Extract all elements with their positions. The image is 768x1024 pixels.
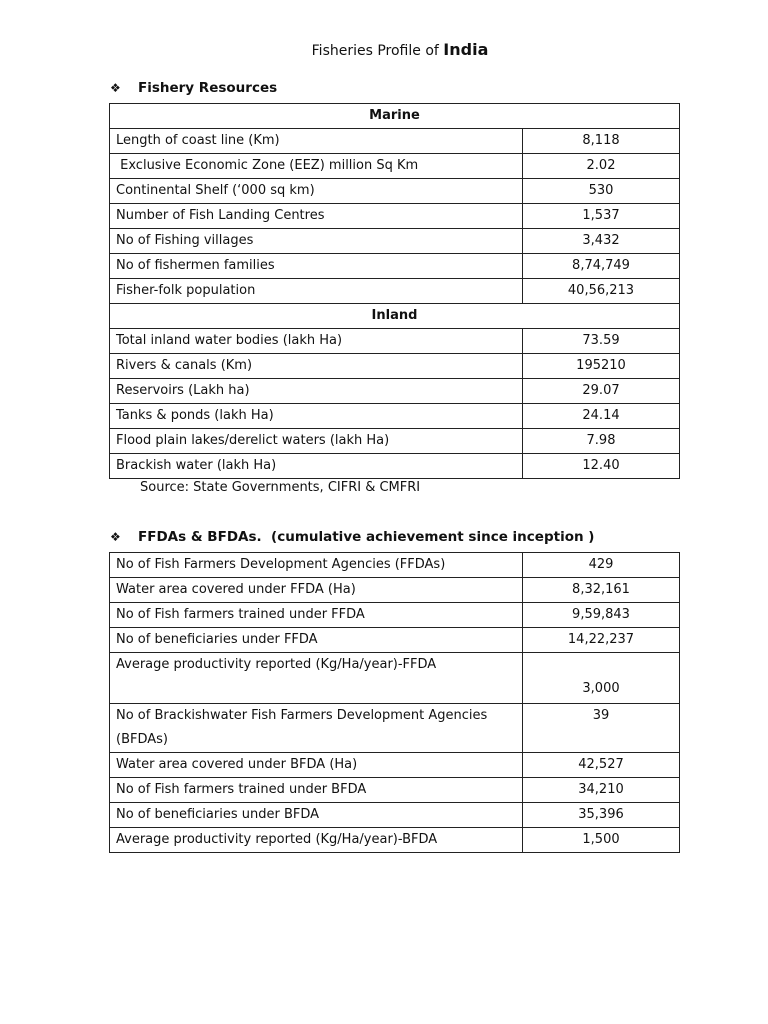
row-label: Tanks & ponds (lakh Ha)	[110, 404, 523, 429]
row-value: 35,396	[523, 803, 680, 828]
table-row	[110, 204, 680, 229]
table-row	[110, 753, 680, 778]
table-row	[110, 179, 680, 204]
row-label: Rivers & canals (Km)	[110, 354, 523, 379]
table-row	[110, 254, 680, 279]
row-value: 3,432	[523, 229, 680, 254]
row-value: 195210	[523, 354, 680, 379]
row-value: 3,000	[523, 653, 680, 704]
marine-group-row	[110, 104, 680, 129]
table-row	[110, 704, 680, 753]
row-label: No of Fishing villages	[110, 229, 523, 254]
row-value: 2.02	[523, 154, 680, 179]
table-row	[110, 828, 680, 853]
table-row	[110, 778, 680, 803]
row-label: Average productivity reported (Kg/Ha/year)-FFDA	[110, 653, 523, 704]
fishery-resources-table	[109, 103, 680, 479]
row-value: 8,118	[523, 129, 680, 154]
row-value: 34,210	[523, 778, 680, 803]
row-value: 29.07	[523, 379, 680, 404]
row-value: 429	[523, 553, 680, 578]
row-value: 39	[523, 704, 680, 753]
ffda-bfda-heading	[110, 529, 594, 545]
diamond-bullet-icon: ❖	[110, 530, 121, 544]
row-value: 1,537	[523, 204, 680, 229]
row-value: 73.59	[523, 329, 680, 354]
marine-group-label: Marine	[110, 104, 680, 129]
row-value: 8,32,161	[523, 578, 680, 603]
table-row	[110, 653, 680, 704]
row-value: 40,56,213	[523, 279, 680, 304]
table-row	[110, 454, 680, 479]
fishery-resources-heading-text: Fishery Resources	[138, 80, 278, 96]
table-row	[110, 129, 680, 154]
row-label: Continental Shelf (‘000 sq km)	[110, 179, 523, 204]
table-row	[110, 229, 680, 254]
row-value: 14,22,237	[523, 628, 680, 653]
row-value: 530	[523, 179, 680, 204]
inland-group-label: Inland	[110, 304, 680, 329]
row-value: 1,500	[523, 828, 680, 853]
row-label: Total inland water bodies (lakh Ha)	[110, 329, 523, 354]
row-value: 9,59,843	[523, 603, 680, 628]
row-label: Length of coast line (Km)	[110, 129, 523, 154]
table-row	[110, 628, 680, 653]
row-value: 24.14	[523, 404, 680, 429]
row-label: Fisher-folk population	[110, 279, 523, 304]
diamond-bullet-icon: ❖	[110, 81, 121, 95]
table-row	[110, 803, 680, 828]
table-row	[110, 279, 680, 304]
row-value: 7.98	[523, 429, 680, 454]
row-value: 42,527	[523, 753, 680, 778]
row-label: Water area covered under BFDA (Ha)	[110, 753, 523, 778]
table-row	[110, 429, 680, 454]
ffda-bfda-table	[109, 552, 680, 853]
row-label: Average productivity reported (Kg/Ha/year)-BFDA	[110, 828, 523, 853]
row-value: 8,74,749	[523, 254, 680, 279]
row-label: No of beneficiaries under FFDA	[110, 628, 523, 653]
row-label: No of Fish farmers trained under BFDA	[110, 778, 523, 803]
row-label: No of Brackishwater Fish Farmers Development Agencies (BFDAs)	[110, 704, 523, 753]
row-label: Number of Fish Landing Centres	[110, 204, 523, 229]
table-row	[110, 379, 680, 404]
fishery-resources-heading	[110, 80, 277, 96]
table-row	[110, 603, 680, 628]
row-label: Exclusive Economic Zone (EEZ) million Sq Km	[110, 154, 523, 179]
row-label: Flood plain lakes/derelict waters (lakh Ha)	[110, 429, 523, 454]
title-country: India	[443, 40, 489, 59]
table-row	[110, 154, 680, 179]
ffda-bfda-heading-text: FFDAs & BFDAs. (cumulative achievement since inception )	[138, 529, 595, 545]
row-label: Brackish water (lakh Ha)	[110, 454, 523, 479]
row-label: No of Fish Farmers Development Agencies (FFDAs)	[110, 553, 523, 578]
table-row	[110, 404, 680, 429]
table-row	[110, 553, 680, 578]
row-label: No of Fish farmers trained under FFDA	[110, 603, 523, 628]
table-row	[110, 329, 680, 354]
source-note: Source: State Governments, CIFRI & CMFRI	[140, 480, 421, 495]
row-label: No of beneficiaries under BFDA	[110, 803, 523, 828]
row-label: No of fishermen families	[110, 254, 523, 279]
inland-group-row	[110, 304, 680, 329]
row-label: Water area covered under FFDA (Ha)	[110, 578, 523, 603]
title-prefix: Fisheries Profile of	[311, 43, 439, 59]
table-row	[110, 354, 680, 379]
table-row	[110, 578, 680, 603]
row-value: 12.40	[523, 454, 680, 479]
page-title	[0, 40, 768, 59]
row-label: Reservoirs (Lakh ha)	[110, 379, 523, 404]
